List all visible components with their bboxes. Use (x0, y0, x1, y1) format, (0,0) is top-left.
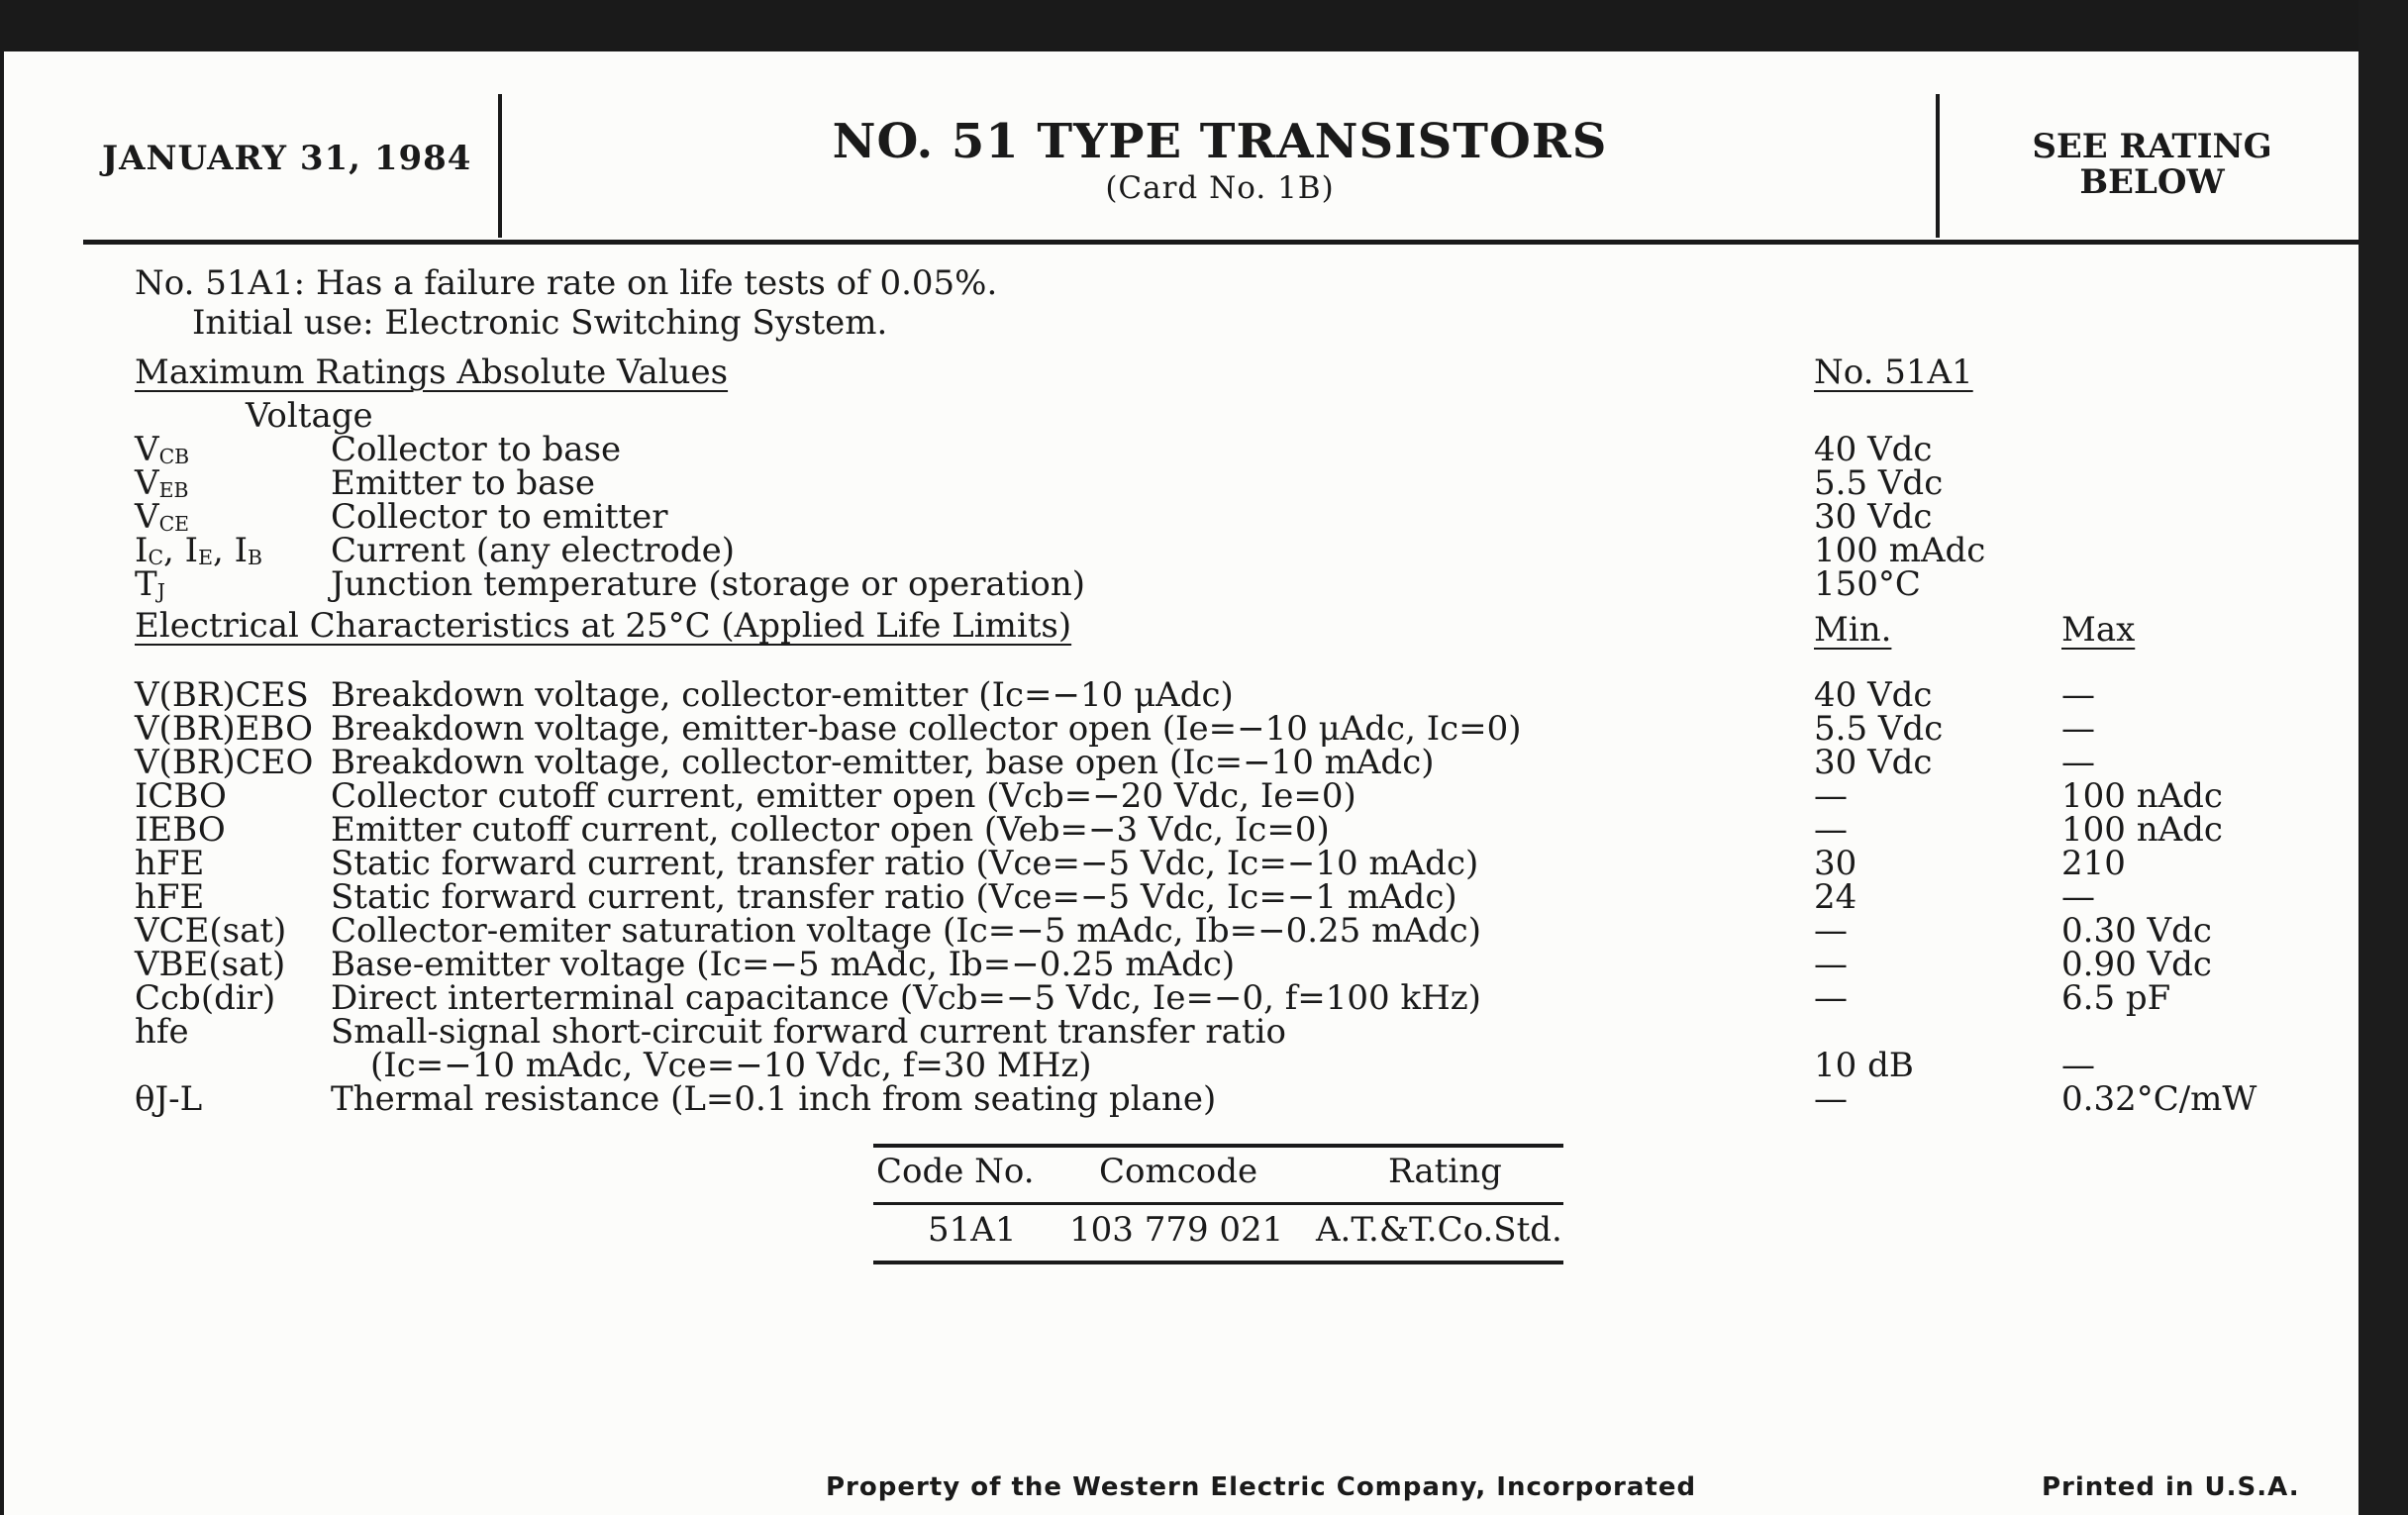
symbol: ICBO (135, 776, 227, 816)
max-value: — (2061, 675, 2095, 715)
value: 40 Vdc (1814, 430, 1933, 469)
table-header-code: Code No. (876, 1152, 1035, 1191)
electrical-col-min: Min. (1814, 610, 1892, 650)
symbol: hFE (135, 877, 205, 917)
max-value: 0.30 Vdc (2061, 911, 2212, 951)
min-value: — (1814, 810, 1848, 850)
table-mid-rule (873, 1202, 1563, 1205)
description: Thermal resistance (L=0.1 inch from seating plane) (331, 1079, 1217, 1119)
description: Emitter to base (331, 463, 595, 503)
footer-property: Property of the Western Electric Company, Incorporated (826, 1472, 1697, 1502)
electrical-row (0, 911, 2358, 951)
electrical-row (0, 810, 2358, 850)
max-value: — (2061, 743, 2095, 782)
header-subtitle: (Card No. 1B) (1105, 170, 1335, 206)
min-value: — (1814, 978, 1848, 1018)
electrical-row (0, 776, 2358, 816)
description: Collector to base (331, 430, 622, 469)
voltage-label: Voltage (246, 396, 373, 436)
header-title: NO. 51 TYPE TRANSISTORS (832, 114, 1608, 169)
symbol: Ccb(dir) (135, 978, 276, 1018)
min-value: — (1814, 776, 1848, 816)
min-value: — (1814, 1079, 1848, 1119)
footer-printed: Printed in U.S.A. (2042, 1472, 2300, 1502)
header-rating-line1: SEE RATING (2032, 127, 2272, 166)
table-cell-comcode: 103 779 021 (1069, 1210, 1284, 1250)
min-value: 30 (1814, 844, 1857, 883)
description: Collector to emitter (331, 497, 668, 537)
max-value: — (2061, 709, 2095, 749)
min-value: — (1814, 911, 1848, 951)
max-rating-row (0, 430, 2358, 469)
value: 30 Vdc (1814, 497, 1933, 537)
description: Junction temperature (storage or operation) (331, 564, 1085, 604)
table-header-comcode: Comcode (1099, 1152, 1258, 1191)
electrical-row (0, 978, 2358, 1018)
description: Static forward current, transfer ratio (Vce=−5 Vdc, Ic=−10 mAdc) (331, 844, 1479, 883)
min-value: 10 dB (1814, 1046, 1914, 1085)
min-value: 40 Vdc (1814, 675, 1933, 715)
symbol: $V_{CE}$ (135, 497, 190, 537)
max-ratings-col-header: No. 51A1 (1814, 353, 1973, 392)
header-rating (1946, 129, 2358, 200)
intro-line-2: Initial use: Electronic Switching System. (192, 303, 888, 343)
max-value: 100 nAdc (2061, 776, 2223, 816)
description: Collector-emiter saturation voltage (Ic=−5 mAdc, Ib=−0.25 mAdc) (331, 911, 1481, 951)
electrical-row (0, 675, 2358, 715)
symbol: $V_{CB}$ (135, 430, 190, 469)
electrical-row (0, 945, 2358, 984)
description: Base-emitter voltage (Ic=−5 mAdc, Ib=−0.25 mAdc) (331, 945, 1236, 984)
header-divider-right (1936, 94, 1940, 238)
right-border (2358, 0, 2408, 1515)
max-ratings-heading: Maximum Ratings Absolute Values (135, 353, 729, 392)
max-value: 6.5 pF (2061, 978, 2171, 1018)
symbol: $V_{EB}$ (135, 463, 189, 503)
description: Breakdown voltage, collector-emitter (Ic=−10 μAdc) (331, 675, 1234, 715)
electrical-heading: Electrical Characteristics at 25°C (Applied Life Limits) (135, 606, 1072, 646)
description: Breakdown voltage, emitter-base collector open (Ie=−10 μAdc, Ic=0) (331, 709, 1522, 749)
symbol: hfe (135, 1012, 189, 1052)
intro-line-1: No. 51A1: Has a failure rate on life tests of 0.05%. (135, 263, 998, 303)
symbol: $T_J$ (135, 564, 165, 604)
max-rating-row (0, 531, 2358, 570)
description: Direct interterminal capacitance (Vcb=−5 Vdc, Ie=−0, f=100 kHz) (331, 978, 1481, 1018)
value: 100 mAdc (1814, 531, 1986, 570)
electrical-row (0, 709, 2358, 749)
table-cell-code: 51A1 (928, 1210, 1017, 1250)
header-rule (83, 240, 2358, 245)
electrical-row (0, 1012, 2358, 1052)
max-value: 0.32°C/mW (2061, 1079, 2258, 1119)
min-value: 5.5 Vdc (1814, 709, 1944, 749)
symbol: V(BR)EBO (135, 709, 313, 749)
symbol: VBE(sat) (135, 945, 286, 984)
max-value: 100 nAdc (2061, 810, 2223, 850)
max-value: — (2061, 877, 2095, 917)
electrical-row (0, 877, 2358, 917)
electrical-col-max: Max (2061, 610, 2136, 650)
electrical-row (0, 844, 2358, 883)
table-top-rule (873, 1144, 1563, 1148)
value: 5.5 Vdc (1814, 463, 1944, 503)
symbol: hFE (135, 844, 205, 883)
min-value: — (1814, 945, 1848, 984)
max-rating-row (0, 497, 2358, 537)
max-value: — (2061, 1046, 2095, 1085)
max-rating-row (0, 564, 2358, 604)
max-rating-row (0, 463, 2358, 503)
header-date: JANUARY 31, 1984 (102, 139, 472, 178)
max-value: 210 (2061, 844, 2126, 883)
min-value: 30 Vdc (1814, 743, 1933, 782)
description: (Ic=−10 mAdc, Vce=−10 Vdc, f=30 MHz) (370, 1046, 1092, 1085)
description: Collector cutoff current, emitter open (Vcb=−20 Vdc, Ie=0) (331, 776, 1356, 816)
electrical-row (0, 1046, 2358, 1085)
header-divider-left (498, 94, 502, 238)
electrical-row (0, 1079, 2358, 1119)
symbol: V(BR)CES (135, 675, 309, 715)
table-header-rating: Rating (1388, 1152, 1502, 1191)
description: Breakdown voltage, collector-emitter, base open (Ic=−10 mAdc) (331, 743, 1435, 782)
header-rating-line2: BELOW (2079, 162, 2225, 202)
description: Emitter cutoff current, collector open (Veb=−3 Vdc, Ic=0) (331, 810, 1330, 850)
symbol: VCE(sat) (135, 911, 287, 951)
symbol: θJ-L (135, 1079, 203, 1119)
symbol: V(BR)CEO (135, 743, 314, 782)
symbol: IEBO (135, 810, 226, 850)
symbol: $I_C$, $I_E$, $I_B$ (135, 531, 263, 570)
max-value: 0.90 Vdc (2061, 945, 2212, 984)
table-bottom-rule (873, 1261, 1563, 1264)
table-cell-rating: A.T.&T.Co.Std. (1316, 1210, 1562, 1250)
description: Static forward current, transfer ratio (Vce=−5 Vdc, Ic=−1 mAdc) (331, 877, 1457, 917)
description: Current (any electrode) (331, 531, 736, 570)
value: 150°C (1814, 564, 1921, 604)
min-value: 24 (1814, 877, 1857, 917)
electrical-row (0, 743, 2358, 782)
description: Small-signal short-circuit forward current transfer ratio (331, 1012, 1286, 1052)
